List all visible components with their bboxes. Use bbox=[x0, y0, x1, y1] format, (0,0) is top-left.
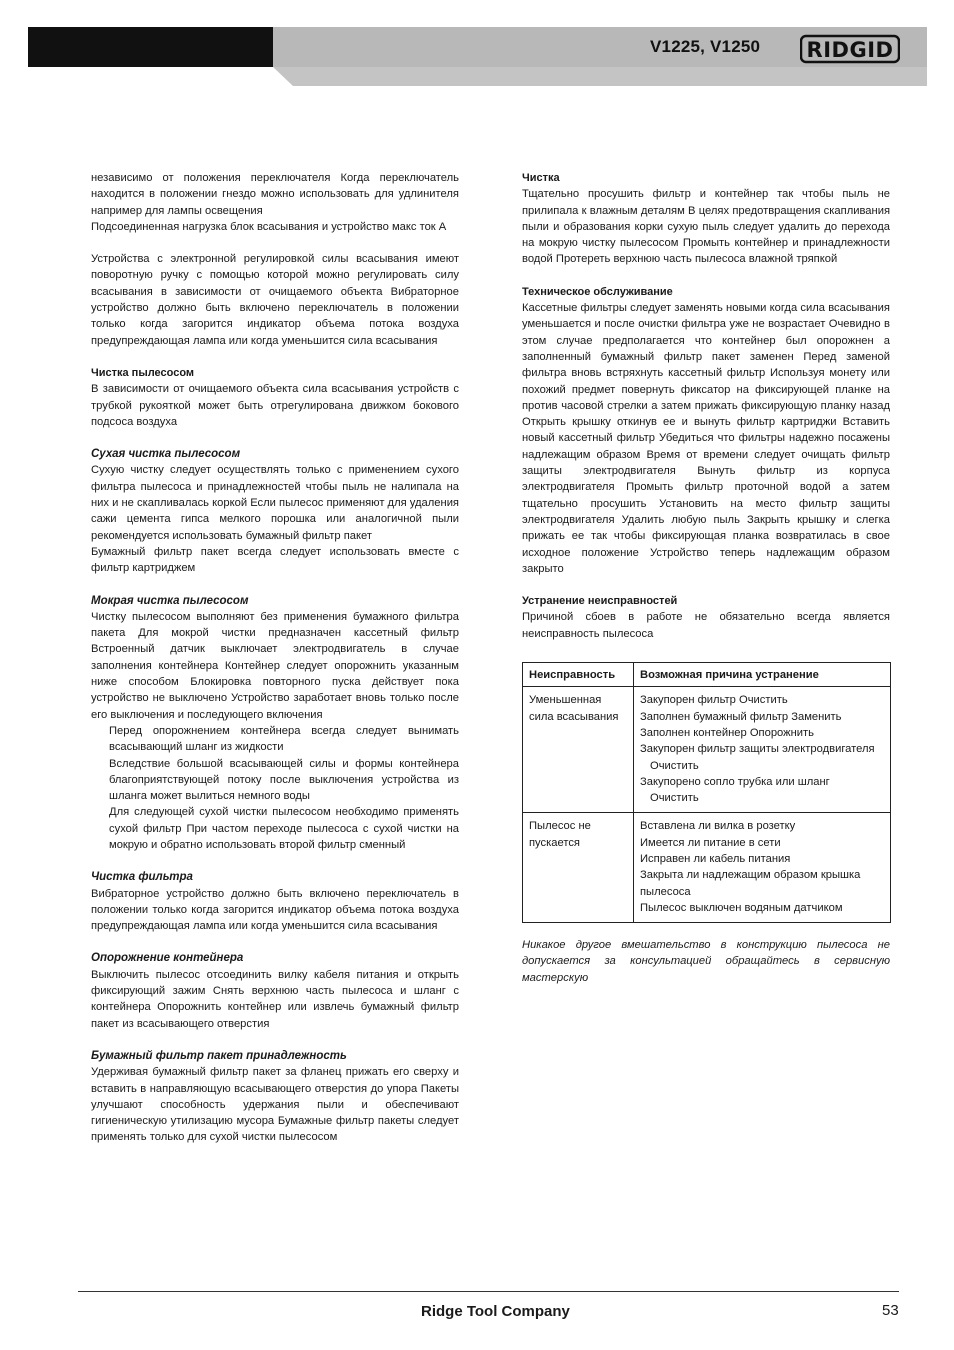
header-black-bar bbox=[28, 27, 273, 67]
cause-line: Очистить bbox=[650, 759, 699, 772]
bullet-item: Вследствие большой всасывающей силы и формы контейнера благоприятствующей потоку после выключения устройства из шланга может вылиться немного воды bbox=[109, 757, 459, 803]
left-paragraph: Подсоединенная нагрузка блок всасывания и устройство макс ток А bbox=[91, 220, 447, 233]
section-heading-empty: Опорожнение контейнера bbox=[91, 952, 244, 965]
left-paragraph: Чистку пылесосом выполняют без применения бумажного фильтра пакета Для мокрой чистки предназначен кассетный фильтр Встроенный датчик выключает электродвигатель в случае заполнения контейнера Контейнер следует опорожнить указанным ниже способом Блокировка повторного пуска действует пока устройство не выключено Устройство заработает вновь только после его выключения и последующего включения bbox=[91, 610, 459, 721]
right-paragraph: Кассетные фильтры следует заменять новыми когда сила всасывания уменьшается и после очистки фильтра уже не возрастает Очевидно в этом случае предполагается что контейнер был опорожнен а заполненный бумажный фильтр пакет заменен Перед заменой фильтра вновь встряхнуть кассетный фильтр Используя монету или похожий предмет повернуть фиксатор на фиксирующей планке на против часовой стрелки а затем прижать фиксирующую планку назад Открыть крышку откинув ее и вынуть фильтр картриджи Вставить новый кассетный фильтр Убедиться что фильтры надежно посажены надлежащим образом Время от времени следует очищать фильтр защиты электродвигателя Вынуть фильтр из корпуса электродвигателя Промыть фильтр проточной водой а затем тщательно просушить Установить на место фильтр защиты электродвигателя Удалить любую пыль Закрыть крышку и слегка прижать ее так чтобы фиксирующая планка возвратилась в свое исходное положение Устройство теперь надлежащим образом закрыто bbox=[522, 302, 890, 575]
left-paragraph: Сухую чистку следует осуществлять только с применением сухого фильтра пылесоса и принадлежностей чтобы пыль не налипала на них и не скапливалась коркой Если пылесос применяют для удаления сажи цемента гипса мелкого порошка или аналогичной пыли рекомендуется использовать бумажный фильтр пакет bbox=[91, 464, 459, 542]
section-heading-cleaning: Чистка пылесосом bbox=[91, 366, 195, 379]
cause-line: Имеется ли питание в сети bbox=[640, 836, 781, 849]
left-paragraph: Устройства с электронной регулировкой силы всасывания имеют поворотную ручку с помощью которой можно регулировать силу всасывания в зависимости от очищаемого объекта Вибраторное устройство должно быть включено переключатель в положении только когда загорится индикатор объема потока воздуха предупреждающая лампа или когда уменьшится сила всасывания bbox=[91, 253, 459, 347]
table-header-row bbox=[523, 663, 891, 687]
table-header-cause: Возможная причина устранение bbox=[634, 663, 891, 687]
cause-line: Закупорен фильтр защиты электродвигателя bbox=[640, 743, 875, 756]
section-heading-paper-filter: Бумажный фильтр пакет принадлежность bbox=[91, 1049, 347, 1062]
ridgid-logo bbox=[800, 34, 900, 64]
cause-line: Заполнен бумажный фильтр Заменить bbox=[640, 710, 842, 723]
section-heading-wet: Мокрая чистка пылесосом bbox=[91, 594, 249, 607]
cause-line: Закрыта ли надлежащим образом крышка пылесоса bbox=[640, 869, 861, 898]
section-heading-clean: Чистка bbox=[522, 172, 560, 184]
bullet-item: Для следующей сухой чистки пылесосом необходимо применять сухой фильтр При частом переходе пылесоса с сухой чистки на мокрую и обратно использовать второй фильтр сменный bbox=[109, 806, 459, 851]
page-number: 53 bbox=[882, 1302, 899, 1319]
cause-line: Исправен ли кабель питания bbox=[640, 852, 791, 865]
cause-line: Закупорен фильтр Очистить bbox=[640, 694, 788, 707]
table-row bbox=[523, 813, 891, 923]
bullet-item: Перед опорожнением контейнера всегда следует вынимать всасывающий шланг из жидкости bbox=[109, 724, 459, 754]
left-paragraph: Вибраторное устройство должно быть включено переключатель в положении только когда загорится индикатор объема потока воздуха предупреждающая лампа или когда уменьшится сила всасывания bbox=[91, 887, 459, 933]
left-paragraph: Выключить пылесос отсоединить вилку кабеля питания и открыть фиксирующий зажим Снять верхнюю часть пылесоса и шланг с контейнера Опорожнить контейнер или извлечь бумажный фильтр пакет из всасывающего отверстия bbox=[91, 968, 459, 1030]
left-column bbox=[91, 170, 459, 1146]
table-cell-causes bbox=[634, 813, 891, 923]
section-heading-maintenance: Техническое обслуживание bbox=[522, 285, 673, 298]
ridgid-logo-text: RIDGID bbox=[806, 38, 894, 62]
header-grey-strip bbox=[28, 67, 927, 86]
footer-company: Ridge Tool Company bbox=[421, 1303, 570, 1320]
right-paragraph: Причиной сбоев в работе не обязательно всегда является неисправность пылесоса bbox=[522, 611, 890, 640]
cause-line: Вставлена ли вилка в розетку bbox=[640, 820, 796, 833]
right-column bbox=[522, 170, 890, 986]
left-paragraph: независимо от положения переключателя Когда переключатель находится в положении гнездо можно использовать для удлинителя например для лампы освещения bbox=[91, 172, 459, 217]
cause-line: Пылесос выключен водяным датчиком bbox=[640, 901, 843, 914]
left-paragraph: В зависимости от очищаемого объекта сила всасывания устройств с трубкой рукояткой может быть отрегулирована движком бокового подсоса воздуха bbox=[91, 383, 459, 428]
troubleshooting-table bbox=[522, 662, 891, 923]
table-row bbox=[523, 687, 891, 813]
footer-divider bbox=[78, 1291, 899, 1292]
left-paragraph: Удерживая бумажный фильтр пакет за фланец прижать его сверху и вставить в направляющую всасывающего отверстия до упора Пакеты улучшают способность удержания пыли и обеспечивают гигиеническую утилизацию мусора Бумажные фильтр пакеты следует применять только для сухой чистки пылесосом bbox=[91, 1066, 459, 1144]
section-heading-filter: Чистка фильтра bbox=[91, 871, 193, 884]
model-title: V1225, V1250 bbox=[650, 37, 761, 56]
table-cell-fault: Пылесос не пускается bbox=[523, 813, 634, 923]
left-paragraph: Бумажный фильтр пакет всегда следует использовать вместе с фильтр картриджем bbox=[91, 545, 459, 575]
right-paragraph: Тщательно просушить фильтр и контейнер так чтобы пыль не прилипала к влажным деталям В целях предотвращения скапливания пыли и образования корки сухую пыль следует удалить до перехода на мокрую чистку пылесосом Промыть контейнер и принадлежности водой Протереть верхнюю часть пылесоса влажной тряпкой bbox=[522, 188, 890, 266]
table-cell-fault: Уменьшенная сила всасывания bbox=[523, 687, 634, 813]
section-heading-troubleshooting: Устранение неисправностей bbox=[522, 595, 678, 608]
section-heading-dry: Сухая чистка пылесосом bbox=[91, 448, 241, 461]
cause-line: Заполнен контейнер Опорожнить bbox=[640, 726, 815, 739]
table-cell-causes bbox=[634, 687, 891, 813]
table-header-fault: Неисправность bbox=[523, 663, 634, 687]
cause-line: Очистить bbox=[650, 792, 699, 805]
service-note: Никакое другое вмешательство в конструкцию пылесоса не допускается за консультацией обращайтесь в сервисную мастерскую bbox=[522, 939, 890, 984]
cause-line: Закупорено сопло трубка или шланг bbox=[640, 775, 830, 788]
